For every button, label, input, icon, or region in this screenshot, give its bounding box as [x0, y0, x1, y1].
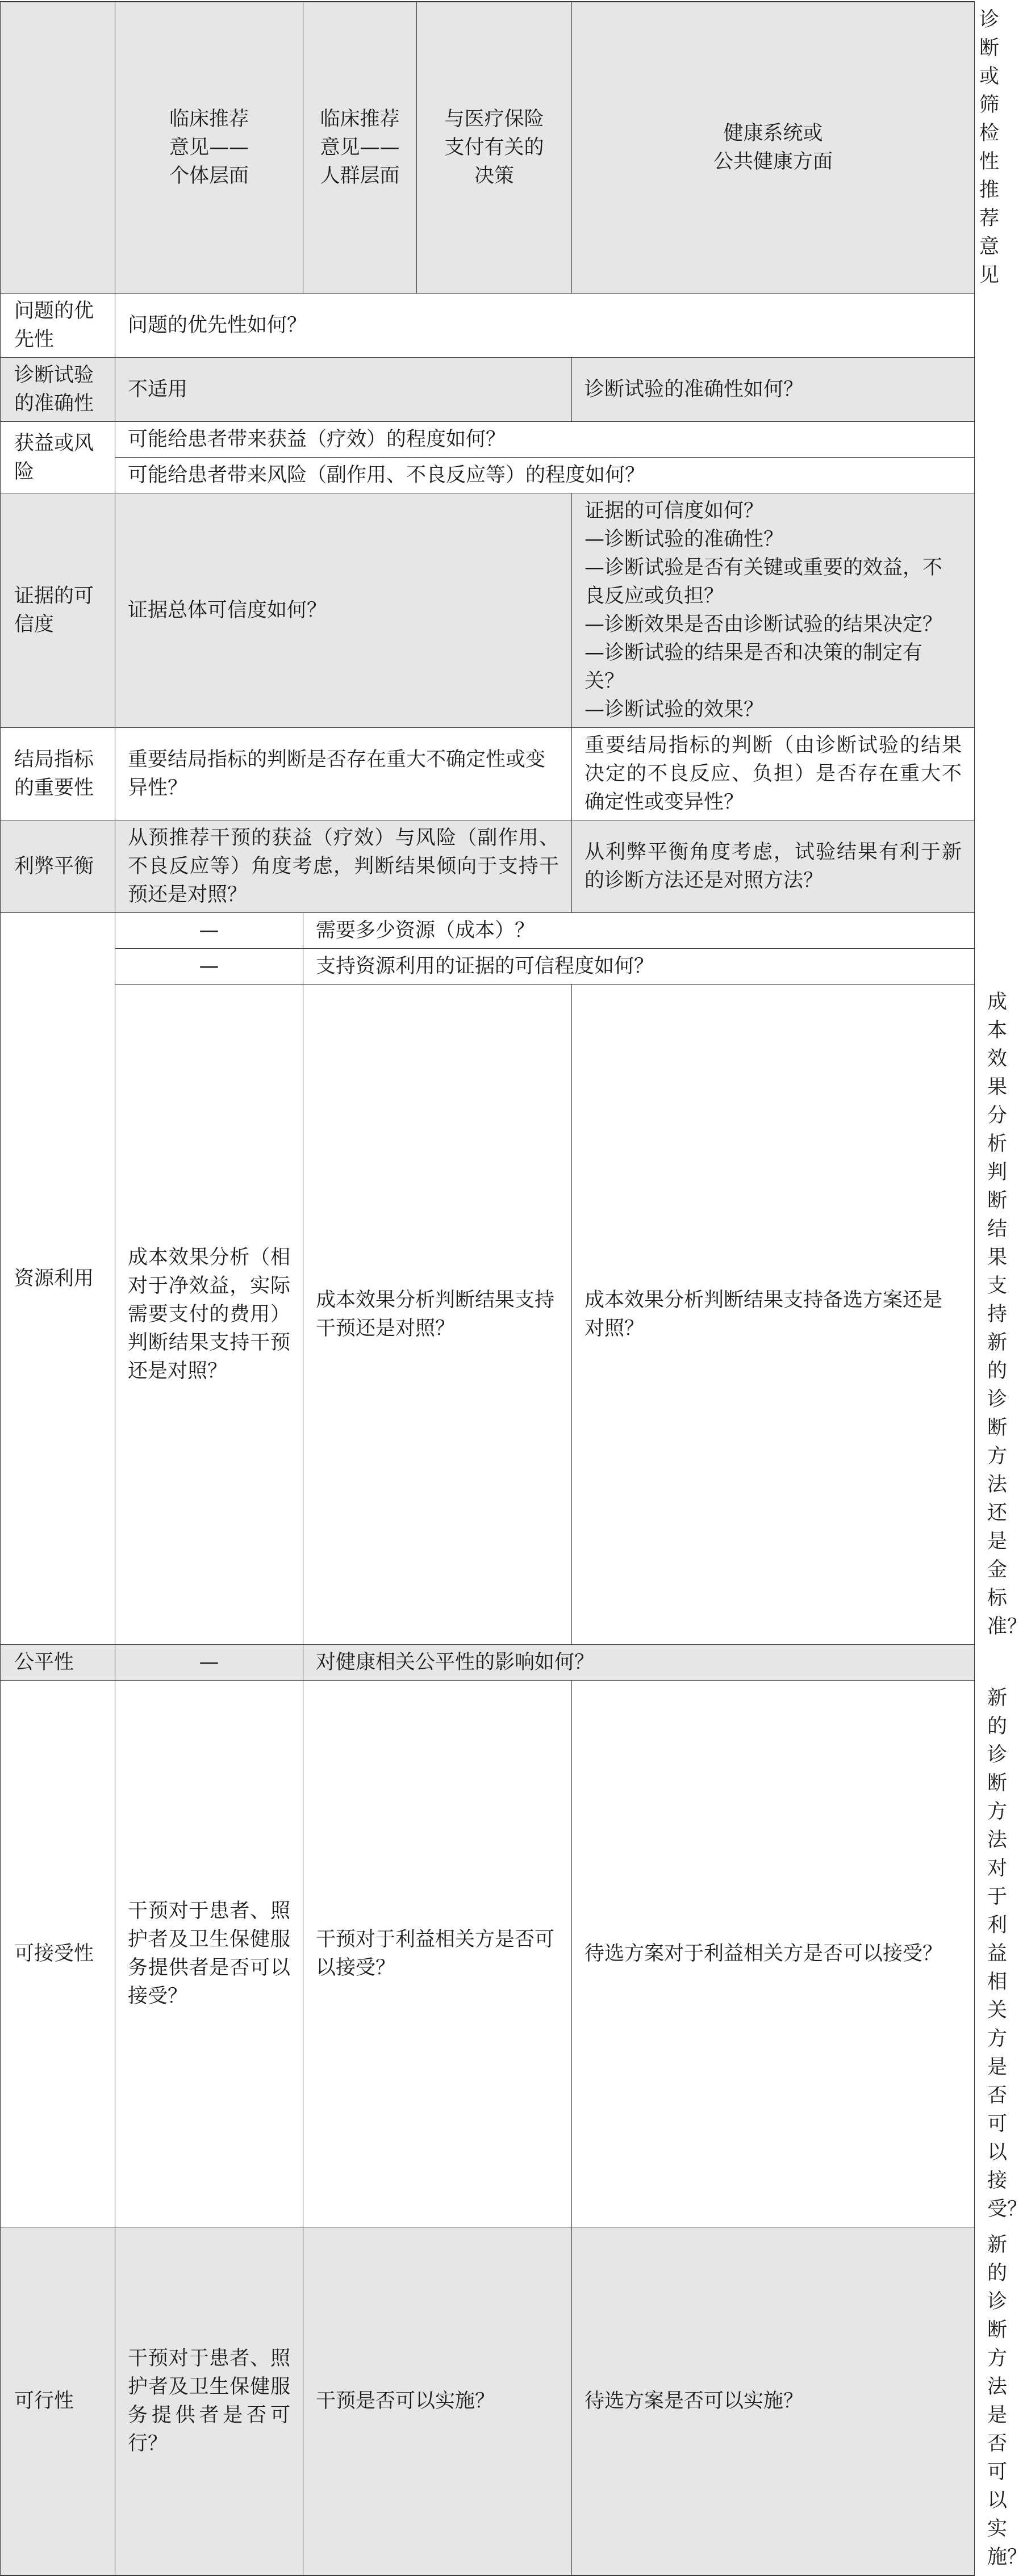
row-label-priority: 问题的优先性 [1, 294, 115, 358]
row-label-accuracy: 诊断试验的准确性 [1, 358, 115, 422]
feasibility-population: 干预是否可以实施？ [303, 2227, 572, 2576]
evidence-question-line: 证据的可信度如何？ [585, 500, 764, 522]
row-label-balance: 利弊平衡 [1, 820, 115, 913]
row-label-outcome-importance: 结局指标的重要性 [1, 728, 115, 820]
evidence-question-line: —诊断效果是否由诊断试验的结果决定？ [585, 613, 943, 636]
row-label-resources: 资源利用 [1, 913, 115, 1645]
header-line: 个体层面 [169, 165, 249, 187]
evidence-diagnostic-questions [572, 493, 975, 728]
resources-cost-effect-individual: 成本效果分析（相对于净效益，实际需要支付的费用）判断结果支持干预还是对照？ [115, 985, 303, 1645]
header-line: 临床推荐 [320, 108, 400, 131]
row-label-acceptability: 可接受性 [1, 1681, 115, 2227]
header-line: 决策 [474, 165, 514, 187]
priority-question: 问题的优先性如何？ [115, 294, 975, 358]
evidence-question: 证据总体可信度如何？ [115, 493, 572, 728]
row-equity [1, 1645, 975, 1681]
feasibility-individual: 干预对于患者、照护者及卫生保健服务提供者是否可行？ [115, 2227, 303, 2576]
acceptability-health-system: 待选方案对于利益相关方是否可以接受？ [572, 1681, 975, 2227]
row-benefit-risk [1, 422, 975, 458]
row-feasibility: 可行性 干预对于患者、照护者及卫生保健服务提供者是否可行？ 干预是否可以实施？ 待选方案是否可以实施？ 新的诊断方法是否可以实施？ [1, 2227, 975, 2576]
header-corner-cell [1, 2, 115, 294]
acceptability-individual: 干预对于患者、照护者及卫生保健服务提供者是否可以接受？ [115, 1681, 303, 2227]
header-row: 临床推荐 意见—— 个体层面 临床推荐 意见—— 人群层面 与医疗保险 支付有关的 决策 健康系统或 公共健康方面 诊断或筛检性推荐意见 [1, 2, 975, 294]
acceptability-population: 干预对于利益相关方是否可以接受？ [303, 1681, 572, 2227]
header-line: 公共健康方面 [713, 150, 833, 173]
row-label-equity: 公平性 [1, 1645, 115, 1681]
row-resources-2 [1, 949, 975, 985]
header-clinical-population [303, 2, 417, 294]
header-line: 健康系统或 [723, 122, 823, 145]
row-acceptability: 可接受性 干预对于患者、照护者及卫生保健服务提供者是否可以接受？ 干预对于利益相关方是否可以接受？ 待选方案对于利益相关方是否可以接受？ 新的诊断方法对于利益相关方是否可以接受？ [1, 1681, 975, 2227]
row-balance [1, 820, 975, 913]
header-health-system [572, 2, 975, 294]
benefit-question: 可能给患者带来获益（疗效）的程度如何？ [115, 422, 975, 458]
row-label-feasibility: 可行性 [1, 2227, 115, 2576]
evidence-question-line: —诊断试验的效果？ [585, 698, 764, 721]
row-resources-3: 成本效果分析（相对于净效益，实际需要支付的费用）判断结果支持干预还是对照？ 成本效果分析判断结果支持干预还是对照？ 成本效果分析判断结果支持备选方案还是对照？ 成本效果分析判断结果支持新的诊断方法还是金标准？ [1, 985, 975, 1645]
evidence-question-line: —诊断试验的结果是否和决策的制定有关？ [585, 642, 923, 693]
equity-question: 对健康相关公平性的影响如何？ [303, 1645, 975, 1681]
risk-question: 可能给患者带来风险（副作用、不良反应等）的程度如何？ [115, 458, 975, 493]
outcome-question: 重要结局指标的判断是否存在重大不确定性或变异性？ [115, 728, 572, 820]
equity-dash: — [115, 1645, 303, 1681]
header-insurance-decision [417, 2, 572, 294]
balance-diagnostic-question: 从利弊平衡角度考虑，试验结果有利于新的诊断方法还是对照方法？ [572, 820, 975, 913]
row-priority [1, 294, 975, 358]
row-evidence [1, 493, 975, 728]
header-clinical-individual [115, 2, 303, 294]
header-line: 与医疗保险 [444, 108, 544, 131]
evidence-to-decision-table [0, 1, 1027, 2576]
resources-cost-effect-health-system: 成本效果分析判断结果支持备选方案还是对照？ [572, 985, 975, 1645]
accuracy-diagnostic-question: 诊断试验的准确性如何？ [572, 358, 975, 422]
resources-dash: — [115, 949, 303, 985]
evidence-question-line: —诊断试验的准确性？ [585, 528, 784, 551]
balance-question: 从预推荐干预的获益（疗效）与风险（副作用、不良反应等）角度考虑，判断结果倾向于支持干预还是对照？ [115, 820, 572, 913]
row-accuracy [1, 358, 975, 422]
header-line: 人群层面 [320, 165, 400, 187]
header-line: 支付有关的 [444, 136, 544, 159]
evidence-question-line: —诊断试验是否有关键或重要的效益，不良反应或负担？ [585, 556, 943, 608]
feasibility-health-system: 待选方案是否可以实施？ [572, 2227, 975, 2576]
row-outcome-importance [1, 728, 975, 820]
row-label-benefit-risk: 获益或风险 [1, 422, 115, 493]
resources-evidence-question: 支持资源利用的证据的可信程度如何？ [303, 949, 975, 985]
row-label-evidence: 证据的可信度 [1, 493, 115, 728]
resources-cost-effect-population: 成本效果分析判断结果支持干预还是对照？ [303, 985, 572, 1645]
outcome-diagnostic-question: 重要结局指标的判断（由诊断试验的结果决定的不良反应、负担）是否存在重大不确定性或变异性？ [572, 728, 975, 820]
accuracy-not-applicable: 不适用 [115, 358, 572, 422]
row-benefit-risk-2 [1, 458, 975, 493]
header-line: 临床推荐 [169, 108, 249, 131]
header-line: 意见—— [169, 136, 249, 159]
resources-dash: — [115, 913, 303, 949]
resources-cost-question: 需要多少资源（成本）？ [303, 913, 975, 949]
row-resources [1, 913, 975, 949]
header-line: 意见—— [320, 136, 400, 159]
